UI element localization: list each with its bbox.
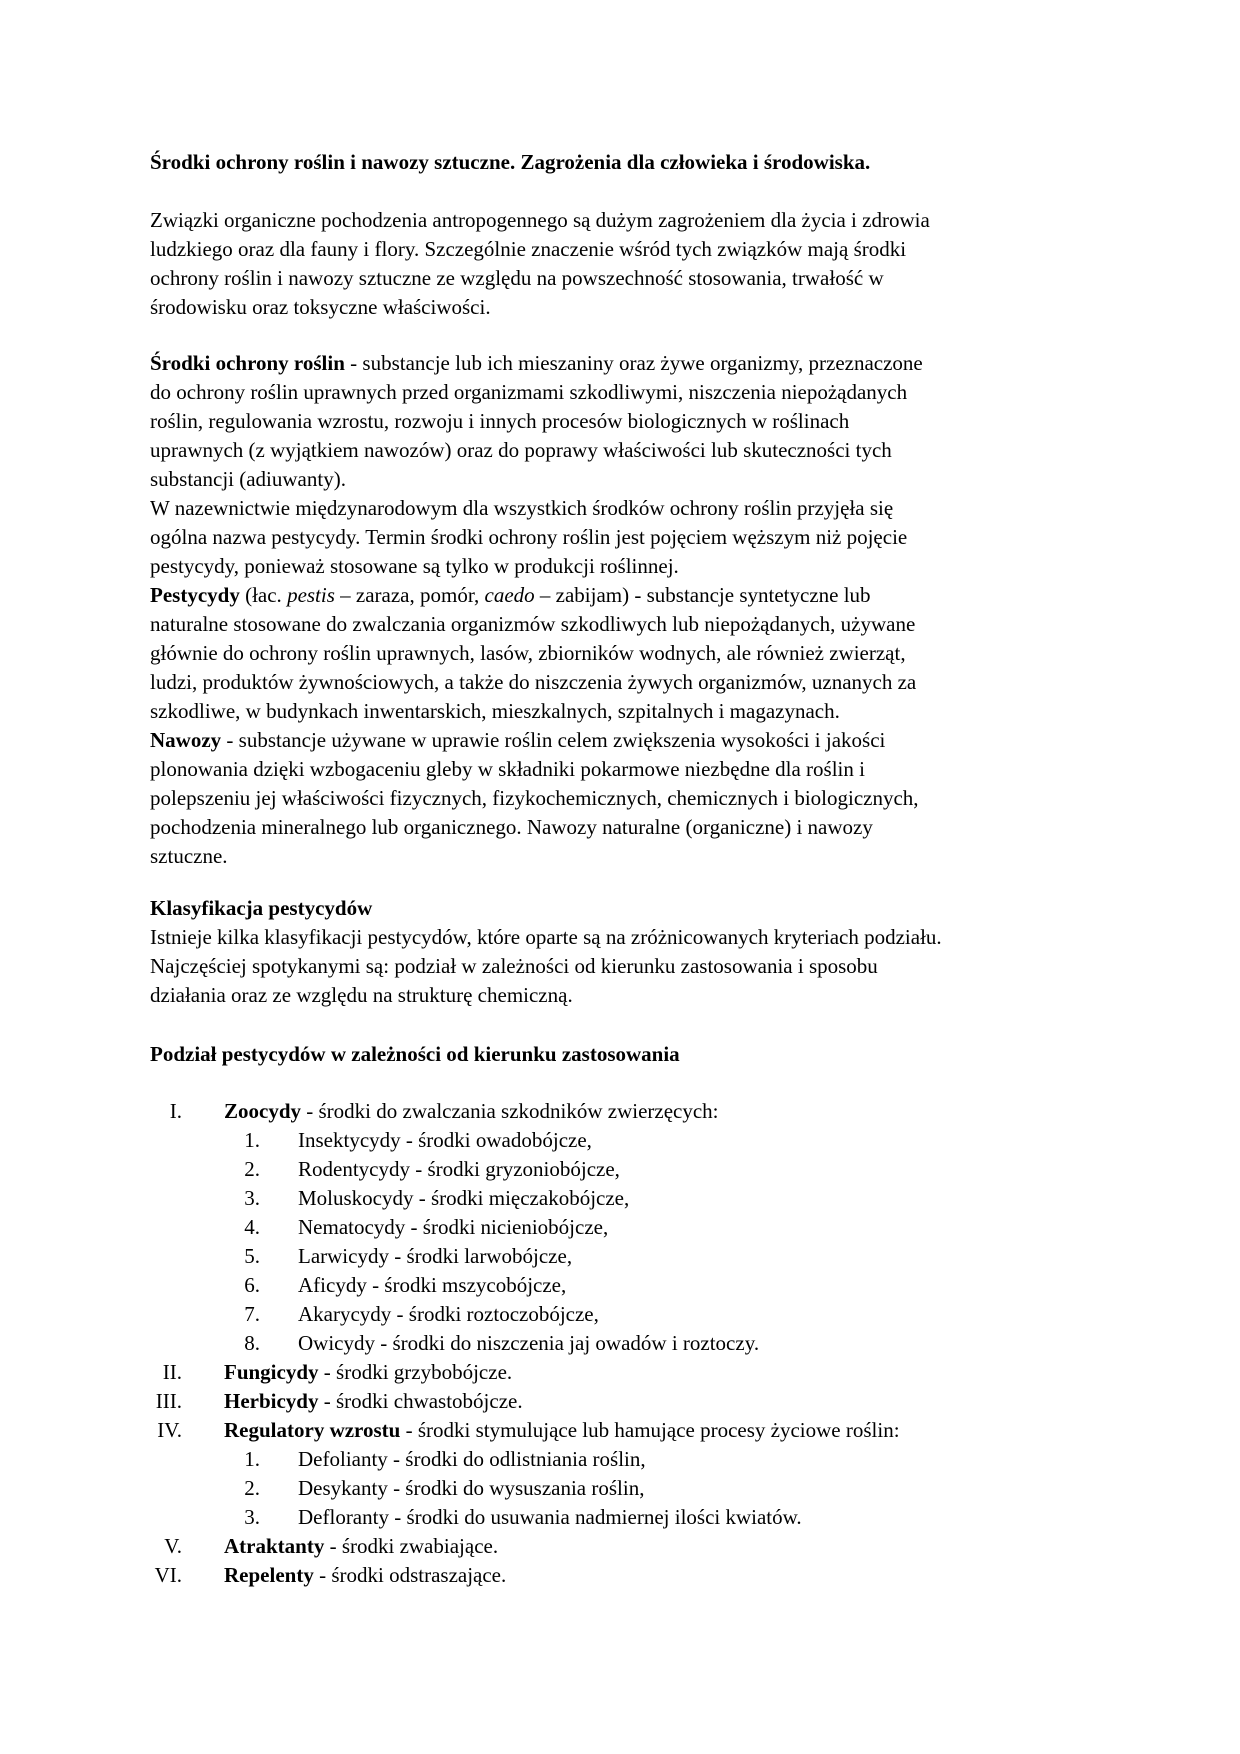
item-number: 3. xyxy=(244,1186,260,1210)
klasyfikacja-line: działania oraz ze względu na strukturę chemiczną. xyxy=(150,983,573,1007)
nawozy-term: Nawozy xyxy=(150,728,222,752)
item-number: 4. xyxy=(244,1215,260,1239)
item-number: 1. xyxy=(244,1128,260,1152)
nawozy-line: plonowania dzięki wzbogaceniu gleby w składniki pokarmowe niezbędne dla roślin i xyxy=(150,757,865,781)
sub-item-text: Akarycydy - środki roztoczobójcze, xyxy=(298,1302,599,1326)
srodki-line: substancji (adiuwanty). xyxy=(150,467,346,491)
pesticide-term: Zoocydy xyxy=(224,1099,302,1123)
definitions-section xyxy=(150,349,1100,871)
list-item-text xyxy=(224,1097,719,1126)
sub-item-text: Owicydy - środki do niszczenia jaj owadów i roztoczy. xyxy=(298,1331,760,1355)
klasyfikacja-paragraph xyxy=(150,923,1100,1010)
pesticide-term: Regulatory wzrostu xyxy=(224,1418,401,1442)
sub-item-text: Larwicydy - środki larwobójcze, xyxy=(298,1244,573,1268)
intro-line: Związki organiczne pochodzenia antropogennego są dużym zagrożeniem dla życia i zdrowia xyxy=(150,208,930,232)
pestycydy-text: (łac. xyxy=(239,583,288,607)
pestycydy-term: Pestycydy xyxy=(150,583,240,607)
intro-line: ludzkiego oraz dla fauny i flory. Szczególnie znaczenie wśród tych związków mają środki xyxy=(150,237,907,261)
nawozy-line: pochodzenia mineralnego lub organicznego. Nawozy naturalne (organiczne) i nawozy xyxy=(150,815,873,839)
srodki-definition-text: - substancje lub ich mieszaniny oraz żywe organizmy, przeznaczone xyxy=(344,351,923,375)
pestycydy-definition-first-line xyxy=(150,581,1100,610)
sub-item-text: Defloranty - środki do usuwania nadmiernej ilości kwiatów. xyxy=(298,1505,802,1529)
item-number: 8. xyxy=(244,1331,260,1355)
roman-numeral: III. xyxy=(155,1389,182,1413)
pestycydy-line: ludzi, produktów żywnościowych, a także do niszczenia żywych organizmów, uznanych za xyxy=(150,670,917,694)
pestis-word: pestis xyxy=(287,583,335,607)
list-item-text xyxy=(224,1387,523,1416)
pesticide-desc: - środki chwastobójcze. xyxy=(318,1389,523,1413)
nawozy-line: sztuczne. xyxy=(150,844,228,868)
srodki-line: roślin, regulowania wzrostu, rozwoju i innych procesów biologicznych w roślinach xyxy=(150,409,850,433)
srodki-line: pestycydy, ponieważ stosowane są tylko w produkcji roślinnej. xyxy=(150,554,679,578)
list-item-text xyxy=(224,1532,498,1561)
pesticide-desc: - środki grzybobójcze. xyxy=(318,1360,513,1384)
sub-item-text: Nematocydy - środki nicieniobójcze, xyxy=(298,1215,609,1239)
pestycydy-text: – zaraza, pomór, xyxy=(334,583,485,607)
srodki-line: do ochrony roślin uprawnych przed organizmami szkodliwymi, niszczenia niepożądanych xyxy=(150,380,908,404)
srodki-line: ogólna nazwa pestycydy. Termin środki ochrony roślin jest pojęciem węższym niż pojęcie xyxy=(150,525,908,549)
item-number: 1. xyxy=(244,1447,260,1471)
document-title: Środki ochrony roślin i nawozy sztuczne. Zagrożenia dla człowieka i środowiska. xyxy=(150,150,871,174)
pesticide-desc: - środki zwabiające. xyxy=(324,1534,499,1558)
sub-item-text: Rodentycydy - środki gryzoniobójcze, xyxy=(298,1157,620,1181)
item-number: 6. xyxy=(244,1273,260,1297)
item-number: 5. xyxy=(244,1244,260,1268)
nawozy-definition-first-line xyxy=(150,726,1100,755)
intro-paragraph xyxy=(150,206,1100,322)
sub-item-text: Defolianty - środki do odlistniania roślin, xyxy=(298,1447,646,1471)
item-number: 7. xyxy=(244,1302,260,1326)
sub-item-text: Insektycydy - środki owadobójcze, xyxy=(298,1128,592,1152)
list-item-text xyxy=(224,1561,506,1590)
list-item-text xyxy=(224,1416,900,1445)
pesticide-term: Atraktanty xyxy=(224,1534,325,1558)
caedo-word: caedo xyxy=(484,583,535,607)
podzial-heading: Podział pestycydów w zależności od kierunku zastosowania xyxy=(150,1042,680,1066)
srodki-term: Środki ochrony roślin xyxy=(150,351,345,375)
roman-numeral: IV. xyxy=(157,1418,182,1442)
pestycydy-line: naturalne stosowane do zwalczania organizmów szkodliwych lub niepożądanych, używane xyxy=(150,612,916,636)
roman-numeral: I. xyxy=(169,1099,182,1123)
intro-line: ochrony roślin i nawozy sztuczne ze względu na powszechność stosowania, trwałość w xyxy=(150,266,884,290)
item-number: 2. xyxy=(244,1157,260,1181)
pesticide-term: Fungicydy xyxy=(224,1360,319,1384)
pesticide-desc: - środki stymulujące lub hamujące procesy życiowe roślin: xyxy=(400,1418,900,1442)
pestycydy-text: – zabijam) - substancje syntetyczne lub xyxy=(534,583,871,607)
roman-numeral: II. xyxy=(162,1360,182,1384)
sub-item-text: Moluskocydy - środki mięczakobójcze, xyxy=(298,1186,630,1210)
roman-numeral: V. xyxy=(164,1534,182,1558)
pestycydy-line: szkodliwe, w budynkach inwentarskich, mieszkalnych, szpitalnych i magazynach. xyxy=(150,699,840,723)
sub-item-text: Desykanty - środki do wysuszania roślin, xyxy=(298,1476,645,1500)
pesticide-term: Herbicydy xyxy=(224,1389,319,1413)
srodki-definition-first-line xyxy=(150,349,1100,378)
klasyfikacja-heading: Klasyfikacja pestycydów xyxy=(150,896,373,920)
sub-item-text: Aficydy - środki mszycobójcze, xyxy=(298,1273,567,1297)
item-number: 3. xyxy=(244,1505,260,1529)
klasyfikacja-line: Istnieje kilka klasyfikacji pestycydów, które oparte są na zróżnicowanych kryteriach podziału. xyxy=(150,925,942,949)
pesticide-term: Repelenty xyxy=(224,1563,314,1587)
klasyfikacja-line: Najczęściej spotykanymi są: podział w zależności od kierunku zastosowania i sposobu xyxy=(150,954,878,978)
srodki-line: uprawnych (z wyjątkiem nawozów) oraz do poprawy właściwości lub skuteczności tych xyxy=(150,438,892,462)
srodki-line: W nazewnictwie międzynarodowym dla wszystkich środków ochrony roślin przyjęła się xyxy=(150,496,894,520)
pestycydy-line: głównie do ochrony roślin uprawnych, lasów, zbiorników wodnych, ale również zwierząt, xyxy=(150,641,906,665)
intro-line: środowisku oraz toksyczne właściwości. xyxy=(150,295,491,319)
nawozy-definition-text: - substancje używane w uprawie roślin celem zwiększenia wysokości i jakości xyxy=(221,728,886,752)
pesticide-desc: - środki odstraszające. xyxy=(313,1563,507,1587)
list-item-text xyxy=(224,1358,512,1387)
item-number: 2. xyxy=(244,1476,260,1500)
nawozy-line: polepszeniu jej właściwości fizycznych, fizykochemicznych, chemicznych i biologicznych, xyxy=(150,786,919,810)
pesticide-desc: - środki do zwalczania szkodników zwierzęcych: xyxy=(301,1099,719,1123)
roman-numeral: VI. xyxy=(154,1563,182,1587)
